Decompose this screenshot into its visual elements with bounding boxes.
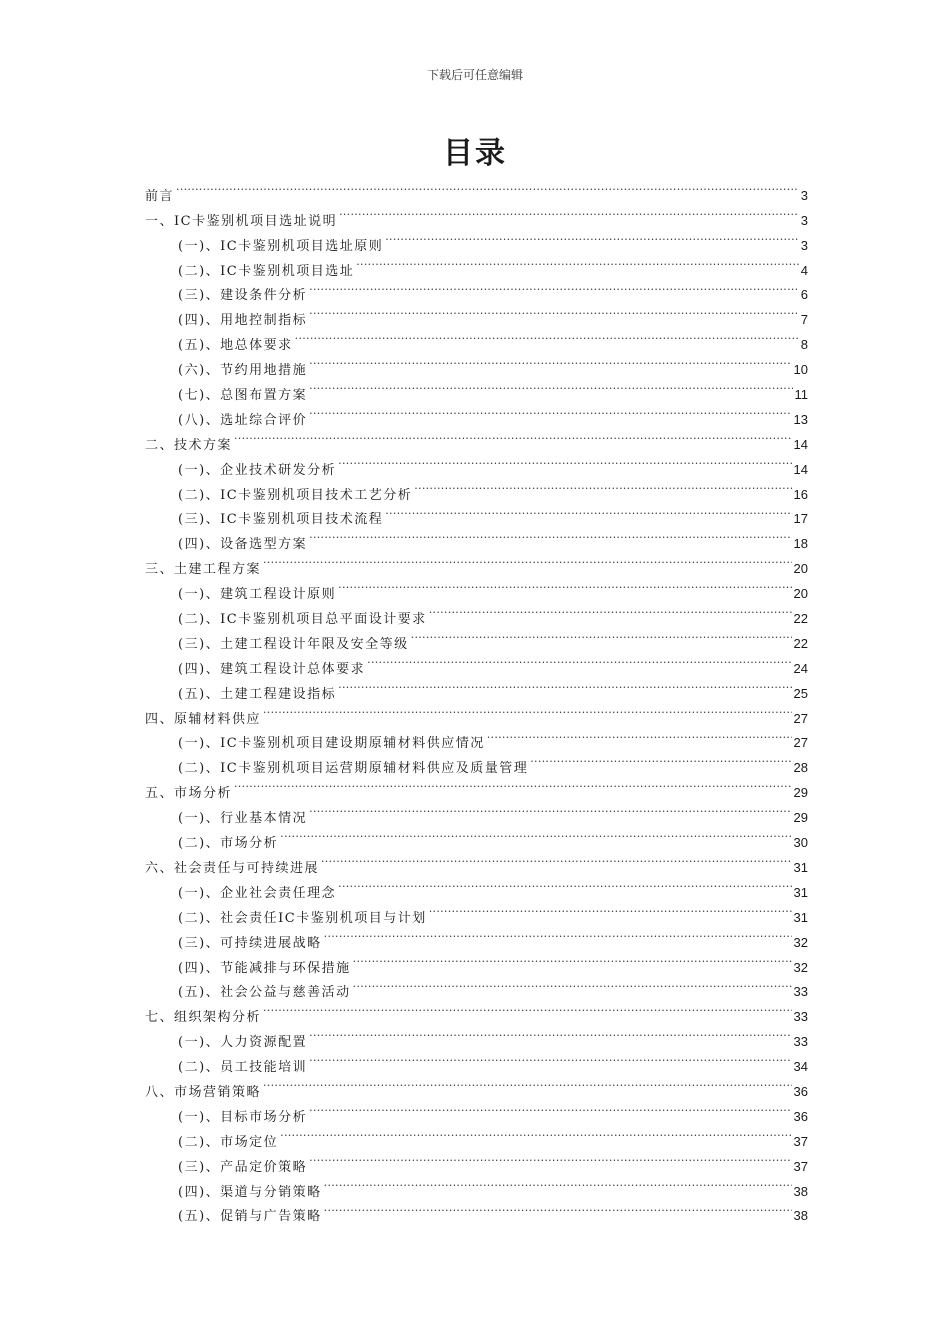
toc-dot-leader (356, 250, 799, 275)
toc-entry-page: 20 (793, 561, 808, 577)
toc-entry-page: 31 (793, 884, 808, 900)
toc-dot-leader (234, 424, 792, 449)
toc-entry-page: 38 (793, 1183, 808, 1199)
toc-entry-label: 三、土建工程方案 (145, 562, 262, 578)
toc-entry-label: 前言 (145, 188, 175, 204)
toc-dot-leader (309, 275, 799, 300)
toc-dot-leader (263, 548, 792, 573)
toc-entry-label: (一)、IC卡鉴别机项目建设期原辅材料供应情况 (178, 736, 485, 752)
toc-dot-leader (309, 797, 791, 822)
toc-dot-leader (429, 598, 792, 623)
toc-dot-leader (321, 847, 792, 872)
toc-entry-label: 五、市场分析 (145, 786, 233, 802)
toc-entry-page: 25 (793, 685, 808, 701)
toc-dot-leader (385, 225, 799, 250)
toc-dot-leader (309, 299, 799, 324)
toc-dot-leader (324, 922, 792, 947)
toc-entry-label: (一)、建筑工程设计原则 (178, 587, 337, 603)
toc-entry-label: (二)、市场分析 (178, 836, 279, 852)
toc-entry-page: 14 (793, 461, 808, 477)
toc-dot-leader (530, 747, 791, 772)
toc-entry-label: (四)、用地控制指标 (178, 313, 308, 329)
toc-dot-leader (339, 200, 799, 225)
toc-dot-leader (429, 897, 792, 922)
toc-entry-label: (二)、员工技能培训 (178, 1060, 308, 1076)
toc-entry-page: 6 (800, 287, 808, 303)
toc-entry-label: (四)、建筑工程设计总体要求 (178, 661, 366, 677)
toc-entry-page: 14 (793, 436, 808, 452)
toc-dot-leader (338, 872, 791, 897)
page-header: 下载后可任意编辑 (426, 68, 523, 82)
toc-entry[interactable] (145, 200, 808, 229)
toc-dot-leader (414, 474, 791, 499)
toc-dot-leader (309, 1096, 791, 1121)
toc-dot-leader (324, 1196, 792, 1221)
toc-entry[interactable] (145, 424, 808, 453)
toc-entry-label: 四、原辅材料供应 (145, 711, 262, 727)
toc-entry-page: 32 (793, 959, 808, 975)
toc-entry[interactable] (145, 772, 808, 802)
toc-entry-label: (三)、可持续进展战略 (178, 935, 322, 951)
toc-dot-leader (309, 374, 792, 399)
toc-entry-label: (五)、促销与广告策略 (178, 1209, 322, 1225)
toc-entry-page: 36 (793, 1108, 808, 1124)
toc-entry-page: 31 (793, 909, 808, 925)
toc-entry-label: (一)、目标市场分析 (178, 1109, 308, 1125)
toc-dot-leader (353, 947, 792, 972)
toc-dot-leader (263, 996, 792, 1021)
toc-entry-label: (二)、IC卡鉴别机项目总平面设计要求 (178, 612, 427, 628)
toc-entry-page: 34 (793, 1059, 808, 1075)
toc-entry-label: (四)、设备选型方案 (178, 537, 308, 553)
toc-entry-label: (三)、产品定价策略 (178, 1159, 308, 1175)
toc-dot-leader (324, 1171, 792, 1196)
toc-dot-leader (234, 772, 792, 797)
toc-entry-page: 31 (793, 859, 808, 875)
toc-entry-label: (六)、节约用地措施 (178, 363, 308, 379)
toc-entry-page: 30 (793, 835, 808, 851)
toc-entry-page: 22 (793, 635, 808, 651)
toc-entry-page: 4 (800, 262, 808, 278)
toc-dot-leader (385, 499, 791, 524)
toc-entry-label: (五)、社会公益与慈善活动 (178, 985, 351, 1001)
toc-dot-leader (263, 698, 792, 723)
toc-entry-page: 29 (793, 810, 808, 826)
toc-entry-page: 3 (800, 187, 808, 203)
toc-dot-leader (280, 1121, 791, 1146)
toc-entry-page: 38 (793, 1208, 808, 1224)
toc-entry-label: (一)、人力资源配置 (178, 1035, 308, 1051)
table-of-contents (145, 175, 808, 1225)
toc-entry-label: (八)、选址综合评价 (178, 412, 308, 428)
toc-dot-leader (411, 623, 792, 648)
toc-entry-label: (二)、IC卡鉴别机项目运营期原辅材料供应及质量管理 (178, 761, 529, 777)
toc-entry-page: 37 (793, 1158, 808, 1174)
toc-entry-page: 22 (793, 611, 808, 627)
toc-entry-page: 32 (793, 934, 808, 950)
toc-title: 目录 (443, 136, 507, 171)
toc-entry[interactable] (145, 797, 808, 827)
toc-dot-leader (309, 1021, 791, 1046)
toc-entry-page: 27 (793, 735, 808, 751)
toc-entry-label: 六、社会责任与可持续进展 (145, 860, 320, 876)
toc-entry-page: 37 (793, 1133, 808, 1149)
toc-dot-leader (280, 822, 791, 847)
toc-entry-label: (一)、企业社会责任理念 (178, 885, 337, 901)
toc-entry-page: 3 (800, 212, 808, 228)
toc-entry-label: (一)、IC卡鉴别机项目选址原则 (178, 238, 384, 254)
toc-entry-label: (一)、企业技术研发分析 (178, 462, 337, 478)
toc-entry-page: 33 (793, 1034, 808, 1050)
toc-entry-page: 18 (793, 536, 808, 552)
toc-entry-label: (二)、IC卡鉴别机项目技术工艺分析 (178, 487, 413, 503)
toc-entry-label: (四)、节能减排与环保措施 (178, 960, 351, 976)
toc-dot-leader (338, 673, 791, 698)
toc-dot-leader (309, 1146, 791, 1171)
toc-entry-page: 10 (793, 362, 808, 378)
toc-entry-page: 20 (793, 586, 808, 602)
toc-dot-leader (309, 349, 791, 374)
toc-entry-label: (五)、土建工程建设指标 (178, 686, 337, 702)
toc-entry[interactable] (145, 175, 808, 204)
toc-dot-leader (367, 648, 791, 673)
toc-entry-label: 八、市场营销策略 (145, 1084, 262, 1100)
toc-entry-page: 17 (793, 511, 808, 527)
toc-entry-label: (七)、总图布置方案 (178, 388, 308, 404)
toc-entry-page: 33 (793, 1009, 808, 1025)
toc-entry-page: 27 (793, 710, 808, 726)
toc-entry-label: (三)、IC卡鉴别机项目技术流程 (178, 512, 384, 528)
toc-entry-page: 7 (800, 312, 808, 328)
toc-entry-page: 3 (800, 237, 808, 253)
toc-entry-page: 33 (793, 984, 808, 1000)
toc-entry-label: (一)、行业基本情况 (178, 811, 308, 827)
toc-entry-page: 28 (793, 760, 808, 776)
toc-entry-label: (五)、地总体要求 (178, 338, 293, 354)
toc-entry-label: (三)、土建工程设计年限及安全等级 (178, 636, 409, 652)
toc-dot-leader (176, 175, 799, 200)
toc-dot-leader (309, 1046, 791, 1071)
toc-entry-label: (二)、市场定位 (178, 1134, 279, 1150)
toc-dot-leader (487, 723, 792, 748)
toc-entry-label: (三)、建设条件分析 (178, 288, 308, 304)
toc-entry-page: 11 (794, 387, 808, 403)
toc-entry[interactable] (145, 449, 808, 478)
toc-entry-label: (四)、渠道与分销策略 (178, 1184, 322, 1200)
toc-entry-page: 8 (800, 337, 808, 353)
toc-entry-page: 29 (793, 785, 808, 801)
toc-entry-page: 13 (793, 411, 808, 427)
toc-dot-leader (338, 573, 791, 598)
toc-dot-leader (295, 324, 799, 349)
toc-dot-leader (309, 399, 791, 424)
toc-entry-page: 16 (793, 486, 808, 502)
toc-entry-label: 二、技术方案 (145, 437, 233, 453)
toc-dot-leader (263, 1071, 792, 1096)
toc-entry-label: 七、组织架构分析 (145, 1010, 262, 1026)
toc-entry-label: (二)、社会责任IC卡鉴别机项目与计划 (178, 910, 427, 926)
toc-entry-page: 24 (793, 660, 808, 676)
toc-entry-page: 36 (793, 1083, 808, 1099)
toc-dot-leader (353, 972, 792, 997)
toc-entry-label: 一、IC卡鉴别机项目选址说明 (145, 213, 338, 229)
toc-entry-label: (二)、IC卡鉴别机项目选址 (178, 263, 355, 279)
toc-dot-leader (338, 449, 791, 474)
toc-dot-leader (309, 523, 791, 548)
